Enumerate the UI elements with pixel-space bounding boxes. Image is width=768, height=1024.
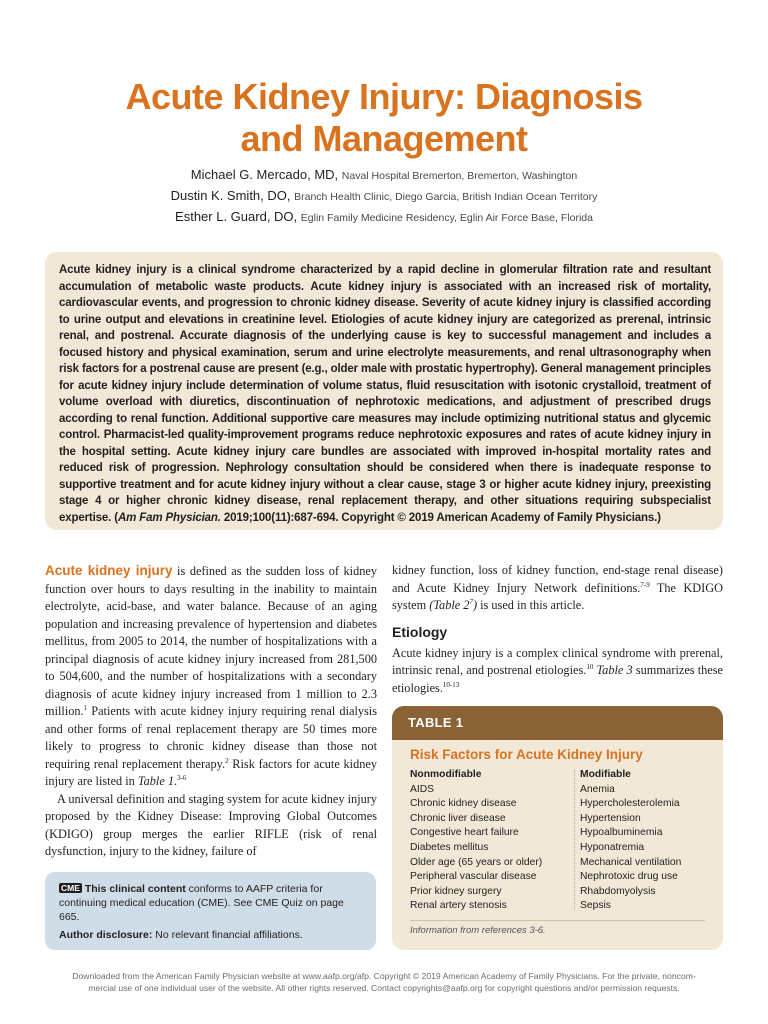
list-item: Congestive heart failure xyxy=(410,827,519,839)
table-1 xyxy=(392,706,723,950)
list-item: Hypertension xyxy=(580,812,641,824)
body-column-left xyxy=(45,562,377,861)
table-label: TABLE 1 xyxy=(392,706,723,740)
table-column-nonmodifiable xyxy=(410,768,575,914)
table-source-note: Information from references 3-6. xyxy=(410,920,705,936)
list-item: Hypercholesterolemia xyxy=(580,798,680,810)
column-header: Modifiable xyxy=(580,769,631,780)
reference[interactable]: 3-6 xyxy=(177,773,187,782)
abstract-body: Acute kidney injury is a clinical syndrome characterized by a rapid decline in glomerular filtration rate and resultant accumulation of metabolic waste products. Acute kidney injury is associated with an increased risk of mortality, cardiovascular events, and progression to chronic kidney disease. Severity of acute kidney injury is classified according to urine output and elevations in creatinine level. Etiologies of acute kidney injury are categorized as prerenal, intrinsic renal, and postrenal. Accurate diagnosis of the underlying cause is key to successful management and includes a focused history and physical examination, serum and urine electrolyte measurements, and renal ultrasonography when risk factors for a postrenal cause are present (e.g., older male with prostatic hypertrophy). General management principles for acute kidney injury include determination of volume status, fluid resuscitation with isotonic crystalloid, treatment of volume overload with diuretics, discontinuation of nephrotoxic medications, and adjustment of prescribed drugs according to renal function. Additional supportive care measures may include optimizing nutritional status and glycemic control. Pharmacist-led quality-improvement programs reduce nephrotoxic exposures and rates of acute kidney injury in the hospital setting. Acute kidney injury care bundles are associated with improved in-hospital mortality rates and reduced risk of progression. Nephrology consultation should be considered when there is inadequate response to supportive treatment and for acute kidney injury without a clear cause, stage 3 or higher acute kidney injury, preexisting stage 4 or higher chronic kidney disease, renal replacement therapy, and other situations requiring subspecialist expertise. ( xyxy=(59,264,711,524)
lead-term: Acute kidney injury xyxy=(45,563,173,578)
list-item: Diabetes mellitus xyxy=(410,841,489,853)
reference: 7 xyxy=(469,597,473,606)
abstract-box xyxy=(45,252,723,530)
article-title xyxy=(0,76,768,160)
section-heading: Etiology xyxy=(392,623,448,640)
list-item: Chronic kidney disease xyxy=(410,798,517,810)
list-item: Hypoalbuminemia xyxy=(580,827,663,839)
list-item: Sepsis xyxy=(580,900,611,912)
reference[interactable]: 7-9 xyxy=(640,580,650,589)
footer-line-1: Downloaded from the American Family Physician website at www.aafp.org/afp. Copyright © 2019 American Academy of Family Physicians. For the private, noncom- xyxy=(72,971,696,981)
column-divider xyxy=(574,770,575,910)
list-item: Anemia xyxy=(580,783,615,795)
text-run: is defined as the sudden loss of kidney function over hours to days resulting in the inability to maintain electrolyte, acid-base, and water balance. Because of an aging population and increasing prevalence of hypertension and diabetes mellitus, from 2005 to 2014, the number of hospitalizations with a principal diagnosis of acute kidney injury increased from 281,500 to 504,600, and the number of hospitalizations with a secondary diagnosis of acute kidney injury increased from 1 million to 2.3 million. xyxy=(45,564,377,718)
author-name: Dustin K. Smith, DO, xyxy=(170,188,291,203)
cme-box xyxy=(45,872,376,950)
author-name: Michael G. Mercado, MD, xyxy=(190,167,339,182)
paragraph: A universal definition and staging system for acute kidney injury proposed by the Kidney Disease: Improving Global Outcomes (KDIGO) group merges the earlier RIFLE (risk of renal dysfunction, injury to the kidney, failure of xyxy=(45,791,377,858)
text-run: Patients with acute kidney injury requiring renal dialysis and other forms of renal replacement therapy are 50 times more likely to progress to chronic kidney disease than those not requiring renal replacement therapy. xyxy=(45,704,377,771)
author-affiliation: Eglin Family Medicine Residency, Eglin Air Force Base, Florida xyxy=(300,212,593,224)
list-item: Nephrotoxic drug use xyxy=(580,871,678,883)
author-affiliation: Naval Hospital Bremerton, Bremerton, Washington xyxy=(341,170,578,182)
reference[interactable]: 10 xyxy=(586,662,594,671)
text-run: Risk factors for acute kidney injury are listed in xyxy=(45,756,377,788)
text-run: kidney function, loss of kidney function, end-stage renal disease) and Acute Kidney Injury Network definitions. xyxy=(392,563,723,595)
author-disclosure xyxy=(59,928,362,942)
text-run: Acute kidney injury is a complex clinical syndrome with prerenal, intrinsic renal, and postrenal etiologies. xyxy=(392,645,723,677)
paragraph xyxy=(392,645,723,698)
table-title: Risk Factors for Acute Kidney Injury xyxy=(410,747,643,762)
disclosure-label: Author disclosure: xyxy=(59,929,153,941)
reference[interactable]: 10-13 xyxy=(442,680,460,689)
author-name: Esther L. Guard, DO, xyxy=(175,209,298,224)
table-column-modifiable xyxy=(580,768,710,914)
author-affiliation: Branch Health Clinic, Diego Garcia, British Indian Ocean Territory xyxy=(294,191,598,203)
text-run: summarizes these etiologies. xyxy=(392,663,723,695)
author-2 xyxy=(0,186,768,207)
table-reference-close: ) xyxy=(472,598,478,612)
list-item: Renal artery stenosis xyxy=(410,900,507,912)
disclosure-text: No relevant financial affiliations. xyxy=(152,929,303,941)
body-column-right xyxy=(392,562,723,697)
cme-badge: CME xyxy=(61,883,80,893)
paragraph xyxy=(392,562,723,615)
reference[interactable]: 1 xyxy=(83,703,88,712)
column-header: Nonmodifiable xyxy=(410,769,482,780)
table-columns xyxy=(410,768,705,918)
author-list xyxy=(0,165,768,228)
table-reference[interactable]: Table 3 xyxy=(593,663,633,677)
table-reference[interactable]: Table 1 xyxy=(137,774,174,788)
cme-text: conforms to AAFP criteria for continuing medical education (CME). See CME Quiz on page 665. xyxy=(59,883,344,923)
paragraph xyxy=(45,562,377,791)
page-footer xyxy=(0,970,768,994)
list-item: Chronic liver disease xyxy=(410,812,506,824)
list-item: Mechanical ventilation xyxy=(580,856,682,868)
list-item: Prior kidney surgery xyxy=(410,885,502,897)
text-run: The KDIGO system xyxy=(392,580,723,612)
footer-line-2: mercial use of one individual user of the website. All other rights reserved. Contact copyrights@aafp.org for copyright questions and/or permission requests. xyxy=(88,983,680,993)
author-3 xyxy=(0,207,768,228)
text-run: . xyxy=(174,774,178,788)
title-line-1: Acute Kidney Injury: Diagnosis xyxy=(125,76,643,117)
citation: 2019;100(11):687-694. Copyright © 2019 American Academy of Family Physicians.) xyxy=(220,511,661,524)
cme-lead: This clinical content xyxy=(84,883,186,895)
title-line-2: and Management xyxy=(240,118,528,159)
journal-name: Am Fam Physician. xyxy=(117,511,221,524)
list-item: Hyponatremia xyxy=(580,841,645,853)
text-run: is used in this article. xyxy=(477,598,585,612)
cme-statement xyxy=(59,882,362,924)
reference[interactable]: 2 xyxy=(225,756,229,765)
table-reference-text: (Table 2 xyxy=(429,598,470,612)
list-item: Peripheral vascular disease xyxy=(410,871,537,883)
table-reference[interactable] xyxy=(429,598,477,612)
list-item: Rhabdomyolysis xyxy=(580,885,656,897)
list-item: Older age (65 years or older) xyxy=(410,856,543,868)
author-1 xyxy=(0,165,768,186)
list-item: AIDS xyxy=(410,783,435,795)
abstract-text xyxy=(59,262,711,526)
